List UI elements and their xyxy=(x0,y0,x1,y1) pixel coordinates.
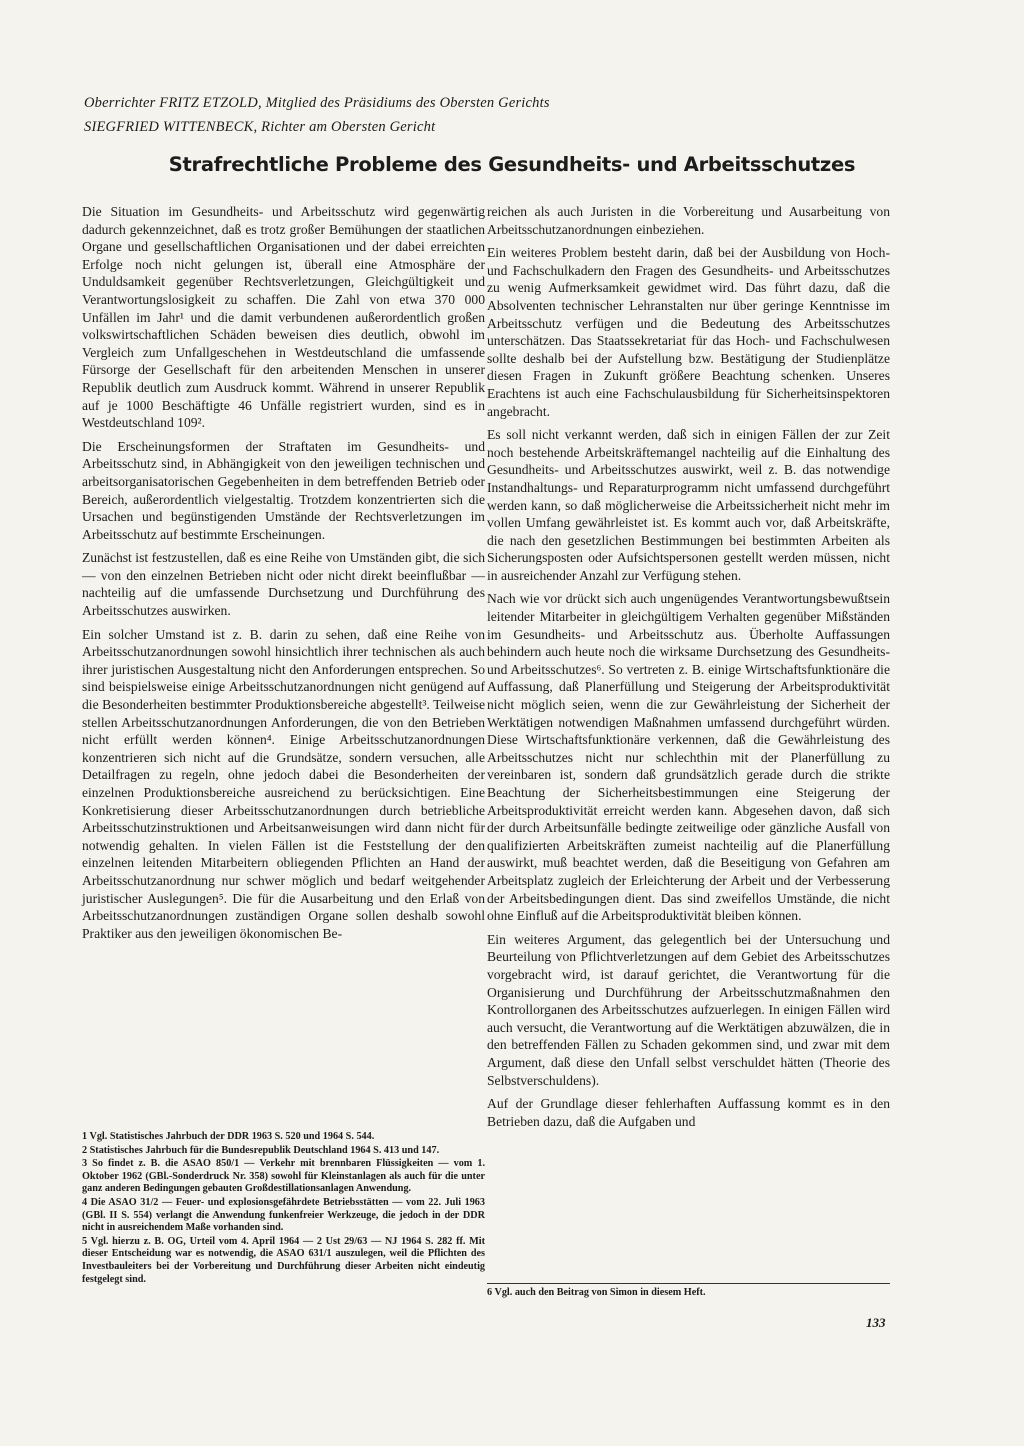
footnote-right: 6 Vgl. auch den Beitrag von Simon in diesem Heft. xyxy=(487,1283,890,1300)
article-title: Strafrechtliche Probleme des Gesundheits- und Arbeitsschutzes xyxy=(168,153,856,176)
footnote: 2 Statistisches Jahrbuch für die Bundesrepublik Deutschland 1964 S. 413 und 147. xyxy=(82,1144,440,1156)
paragraph: Auf der Grundlage dieser fehlerhaften Auffassung kommt es in den Betrieben dazu, daß die Aufgaben und xyxy=(487,1096,890,1129)
footnote: 5 Vgl. hierzu z. B. OG, Urteil vom 4. April 1964 — 2 Ust 29/63 — NJ 1964 S. 282 ff. Mit dieser Entscheidung war es notwendig, die ASAO 631/1 auszulegen, weil die Pflichten des Investbauleiters bei der Vorbereitung und Durchführung dieser Arbeiten nicht eindeutig festgelegt sind. xyxy=(82,1235,485,1285)
right-text-column xyxy=(487,203,890,1136)
paragraph: Die Erscheinungsformen der Straftaten im Gesundheits- und Arbeitsschutz sind, in Abhängigkeit von den jeweiligen technischen und arbeitsorganisatorischen Gegebenheiten in dem betreffenden Betrieb oder Bereich, außerordentlich vielgestaltig. Trotzdem konzentrierten sich die Ursachen und begünstigenden Umstände der Rechtsverletzungen im Arbeitsschutz auf bestimmte Erscheinungen. xyxy=(82,438,485,542)
left-text-column xyxy=(82,203,485,948)
paragraph: Ein weiteres Problem besteht darin, daß bei der Ausbildung von Hoch- und Fachschulkadern den Fragen des Gesundheits- und Arbeitsschutzes zu wenig Aufmerksamkeit gewidmet wird. Das führt dazu, daß die Absolventen technischer Lehranstalten nur über geringe Kenntnisse im Arbeitsschutz verfügen und die Bedeutung des Arbeitsschutzes unterschätzen. Das Staatssekretariat für das Hoch- und Fachschulwesen sollte deshalb bei der Aufstellung bzw. Bestätigung der Studienplätze diesen Fragen in Zukunft größere Beachtung schenken. Unseres Erachtens ist auch eine Fachschulausbildung für Sicherheitsinspektoren angebracht. xyxy=(487,245,890,419)
author-block xyxy=(84,91,944,139)
paragraph: Nach wie vor drückt sich auch ungenügendes Verantwortungsbewußtsein leitender Mitarbeiter in gleichgültigem Verhalten gegenüber Mißständen im Gesundheits- und Arbeitsschutz aus. Überholte Auffassungen behindern auch heute noch die wirksame Durchsetzung des Gesundheits- und Arbeitsschutzes⁶. So vertreten z. B. einige Wirtschaftsfunktionäre die Auffassung, daß Planerfüllung und Steigerung der Arbeitsproduktivität nicht möglich seien, wenn die zur Gewährleistung der Sicherheit der Werktätigen notwendigen Maßnahmen umfassend durchgeführt würden. Diese Wirtschaftsfunktionäre verkennen, daß die Gewährleistung des Arbeitsschutzes nicht nur schlechthin mit der Planerfüllung zu vereinbaren ist, sondern daß grundsätzlich gerade durch die strikte Beachtung der Sicherheitsbestimmungen eine Steigerung der Arbeitsproduktivität erreicht werden kann. Abgesehen davon, daß sich der durch Arbeitsunfälle bedingte zeitweilige oder gänzliche Ausfall von qualifizierten Arbeitskräften zumeist nachteilig auf die Planerfüllung auswirkt, muß beachtet werden, daß die Beseitigung von Gefahren am Arbeitsplatz zugleich der Erleichterung der Arbeit und der Verbesserung der Arbeitsbedingungen dient. Das sind zweifellos Umstände, die nicht ohne Einfluß auf die Arbeitsproduktivität bleiben können. xyxy=(487,591,890,924)
page-number: 133 xyxy=(866,1315,886,1330)
footnote: 3 So findet z. B. die ASAO 850/1 — Verkehr mit brennbaren Flüssigkeiten — vom 1. Oktober 1962 (GBl.-Sonderdruck Nr. 358) sowohl für Kleinstanlagen als auch für die unter ganz anderen Bedingungen gebauten Großdestillationsanlagen Anwendung. xyxy=(82,1158,485,1195)
footnotes-left xyxy=(82,1131,485,1287)
paragraph: Ein solcher Umstand ist z. B. darin zu sehen, daß eine Reihe von Arbeitsschutzanordnungen sowohl hinsichtlich ihrer technischen als auch ihrer juristischen Ausgestaltung nicht den Anforderungen entsprechen. So sind beispielsweise einige Arbeitsschutzanordnungen nicht genügend auf die Besonderheiten bestimmter Produktionsbereiche abgestellt³. Teilweise stellen Arbeitsschutzanordnungen Anforderungen, die von den Betrieben nicht erfüllt werden können⁴. Einige Arbeitsschutzanordnungen konzentrieren sich nicht auf die Grundsätze, sondern versuchen, alle Detailfragen zu regeln, ohne jedoch dabei die Besonderheiten der einzelnen Produktionsbereiche ausreichend zu berücksichtigen. Eine Konkretisierung dieser Arbeitsschutzanordnungen durch betriebliche Arbeitsschutzinstruktionen und Arbeitsanweisungen wird dann nicht für notwendig gehalten. In vielen Fällen ist die Feststellung der den einzelnen leitenden Mitarbeitern obliegenden Pflichten an Hand der Arbeitsschutzanordnung nur schwer möglich und bedarf weitgehender juristischer Auslegungen⁵. Die für die Ausarbeitung und den Erlaß von Arbeitsschutzanordnungen zuständigen Organe sollen deshalb sowohl Praktiker aus den jeweiligen ökonomischen Be- xyxy=(82,626,485,941)
paragraph: Ein weiteres Argument, das gelegentlich bei der Untersuchung und Beurteilung von Pflichtverletzungen auf dem Gebiet des Arbeitsschutzes vorgebracht wird, ist darauf gerichtet, die Verantwortung für die Organisierung und Durchführung der Arbeitsschutzmaßnahmen den Kontrollorganen des Arbeitsschutzes aufzuerlegen. In einigen Fällen wird auch versucht, die Verantwortung auf die Werktätigen abzuwälzen, die in den betreffenden Fällen zu Schaden gekommen sind, und zwar mit dem Argument, daß diese den Unfall selbst verschuldet hätten (Theorie des Selbstverschuldens). xyxy=(487,931,890,1088)
paragraph: Zunächst ist festzustellen, daß es eine Reihe von Umständen gibt, die sich — von den einzelnen Betrieben nicht oder nicht direkt beeinflußbar — nachteilig auf die umfassende Durchsetzung und Durchführung des Arbeitsschutzes auswirken. xyxy=(82,550,485,619)
author-line-etzold: Oberrichter FRITZ ETZOLD, Mitglied des Präsidiums des Obersten Gerichts xyxy=(84,95,550,111)
author-line-wittenbeck: SIEGFRIED WITTENBECK, Richter am Obersten Gericht xyxy=(84,119,436,135)
footnote: 4 Die ASAO 31/2 — Feuer- und explosionsgefährdete Betriebsstätten — vom 22. Juli 1963 (GBl. II S. 554) verlangt die Anwendung funkenfreier Werkzeuge, die jedoch in der DDR nicht in ausreichendem Maße vorhanden sind. xyxy=(82,1196,485,1234)
footnote: 1 Vgl. Statistisches Jahrbuch der DDR 1963 S. 520 und 1964 S. 544. xyxy=(82,1131,375,1142)
paragraph: reichen als auch Juristen in die Vorbereitung und Ausarbeitung von Arbeitsschutzanordnungen einbeziehen. xyxy=(487,204,890,237)
paragraph: Es soll nicht verkannt werden, daß sich in einigen Fällen der zur Zeit noch bestehende Arbeitskräftemangel nachteilig auf die Einhaltung des Gesundheits- und Arbeitsschutzes auswirkt, weil z. B. das notwendige Instandhaltungs- und Reparaturprogramm nicht umfassend durchgeführt werden kann, so daß möglicherweise die Arbeitssicherheit nicht mehr im vollen Umfang gewährleistet ist. Es kommt auch vor, daß Arbeitskräfte, die nach den gesetzlichen Bestimmungen bei bestimmten Arbeiten als Sicherungsposten oder Aufsichtspersonen gestellt werden müssen, nicht in ausreichender Anzahl zur Verfügung stehen. xyxy=(487,427,890,583)
paragraph: Die Situation im Gesundheits- und Arbeitsschutz wird gegenwärtig dadurch gekennzeichnet, daß es trotz großer Bemühungen der staatlichen Organe und gesellschaftlichen Organisationen und der dabei erreichten Erfolge noch nicht gelungen ist, überall eine Atmosphäre der Unduldsamkeit gegenüber Rechtsverletzungen, Gleichgültigkeit und Verantwortungslosigkeit zu schaffen. Die Zahl von etwa 370 000 Unfällen im Jahr¹ und die damit verbundenen außerordentlich großen volkswirtschaftlichen Schäden beweisen dies deutlich, obwohl im Vergleich zum Unfallgeschehen in Westdeutschland die umfassende Fürsorge der Gesellschaft für den arbeitenden Menschen in unserer Republik deutlich zum Ausdruck kommt. Während in unserer Republik auf je 1000 Beschäftigte 46 Unfälle registriert wurden, sind es in Westdeutschland 109². xyxy=(82,204,485,431)
